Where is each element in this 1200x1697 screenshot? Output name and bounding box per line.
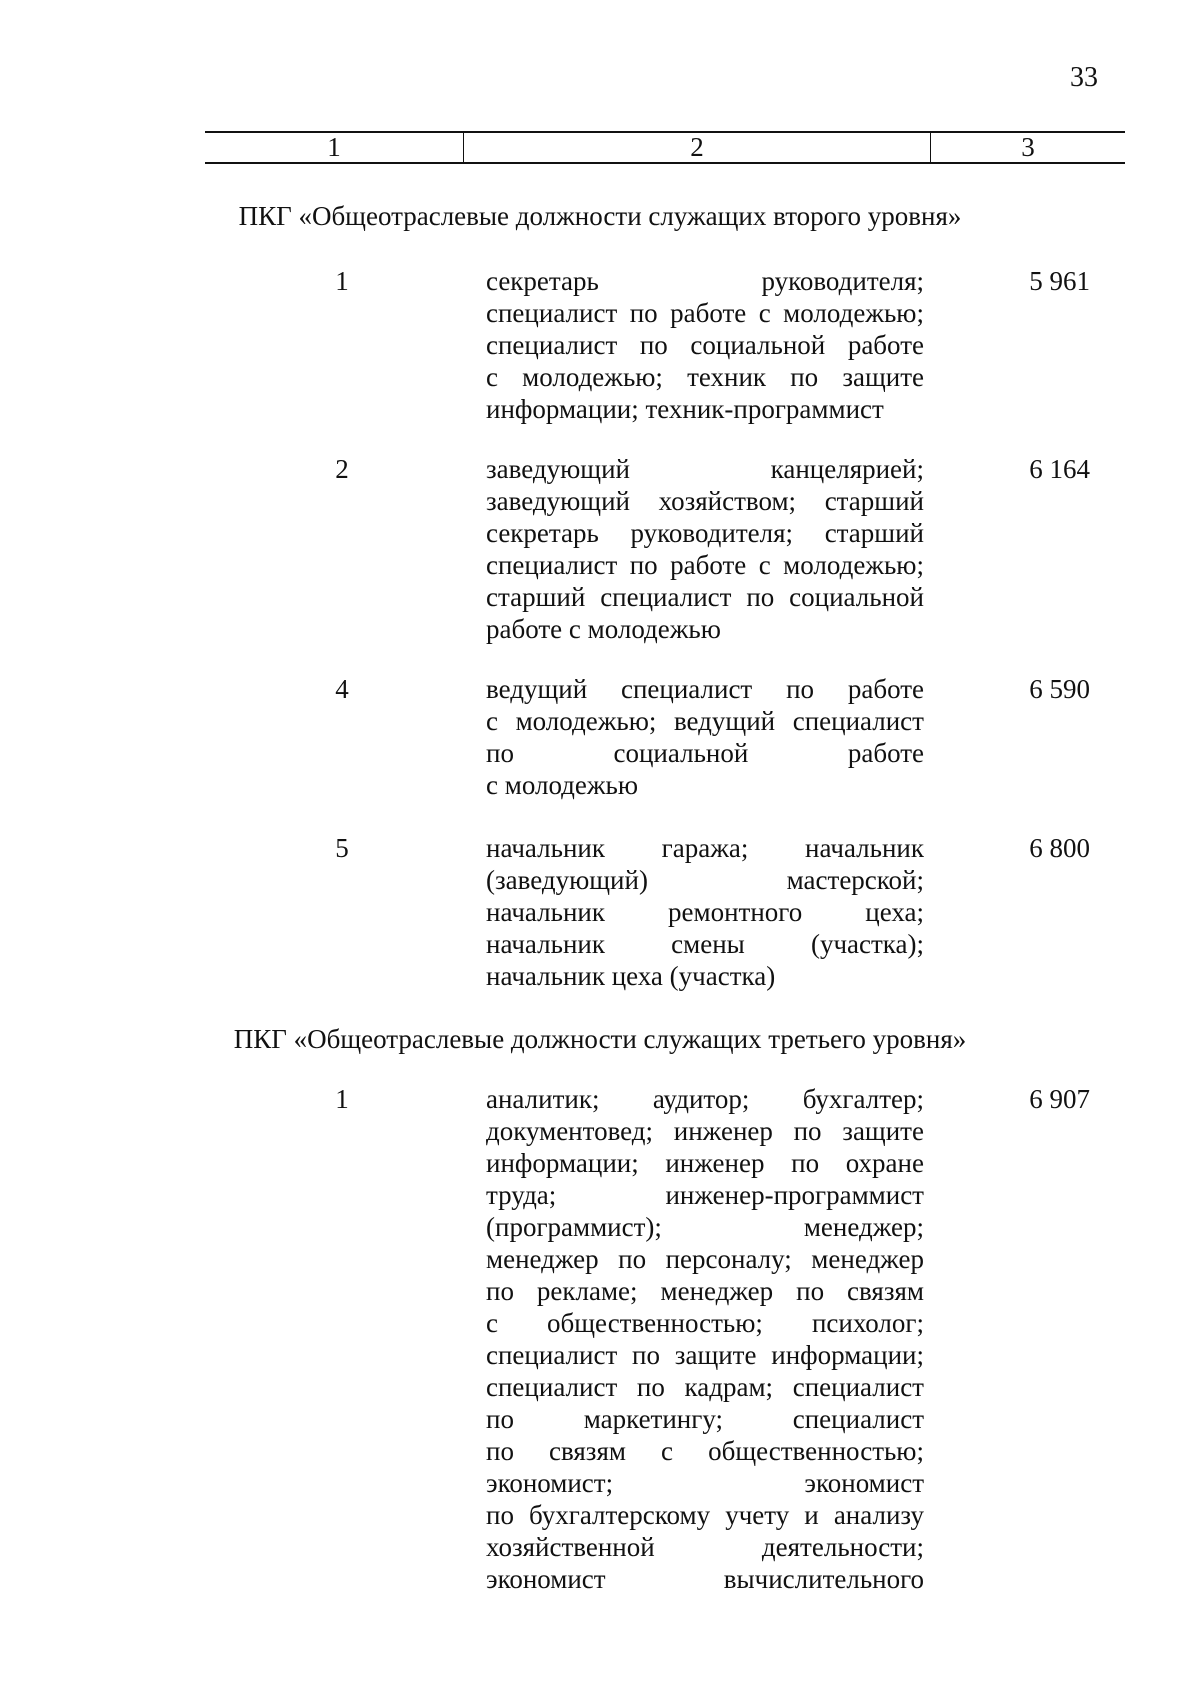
word: начальник [805, 833, 924, 863]
row-number: 1 [335, 1084, 349, 1114]
word: экономист; [486, 1468, 614, 1498]
word: вычислительного [723, 1564, 924, 1594]
word: с [758, 298, 771, 328]
word: по [793, 1116, 822, 1146]
word: с [486, 706, 498, 736]
word: по [486, 738, 514, 768]
word: экономист [804, 1468, 924, 1498]
row-value: 6 907 [1029, 1084, 1090, 1114]
word: с [486, 1308, 498, 1338]
word: труда; [486, 1180, 557, 1210]
word: защите [842, 362, 924, 392]
word: по [791, 1148, 820, 1178]
description-line [486, 1339, 924, 1371]
word: с [758, 550, 771, 580]
section-title: ПКГ «Общеотраслевые должности служащих второго уровня» [238, 201, 962, 231]
word: экономист [486, 1564, 606, 1594]
description-line [486, 265, 924, 297]
word: работе [847, 674, 924, 704]
row-description [486, 453, 924, 645]
row-description [486, 832, 924, 992]
word: бухгалтерскому [529, 1500, 711, 1530]
description-line [486, 453, 924, 485]
word: документовед; [486, 1116, 654, 1146]
word: секретарь [486, 266, 599, 296]
description-line [486, 832, 924, 864]
row-number: 1 [335, 266, 349, 296]
word: старший [824, 486, 924, 516]
word: общественностью; [547, 1308, 763, 1338]
word: старший [824, 518, 924, 548]
word: социальной [690, 330, 826, 360]
description-line [486, 1435, 924, 1467]
word: социальной [613, 738, 749, 768]
word: по [786, 674, 815, 704]
row-value: 6 590 [1029, 674, 1090, 704]
row-number: 2 [335, 454, 349, 484]
word: аналитик; [486, 1084, 600, 1114]
description-line: начальник цеха (участка) [486, 961, 776, 991]
description-line [486, 1563, 924, 1595]
description-line: информации; техник-программист [486, 394, 884, 424]
section-title: ПКГ «Общеотраслевые должности служащих третьего уровня» [233, 1024, 967, 1054]
word: рекламе; [536, 1276, 638, 1306]
word: ремонтного [668, 897, 803, 927]
description-line [486, 1499, 924, 1531]
word: руководителя; [761, 266, 924, 296]
word: специалист [792, 1372, 924, 1402]
word: цеха; [865, 897, 924, 927]
word: начальник [486, 897, 605, 927]
word: аудитор; [652, 1084, 750, 1114]
word: по [746, 582, 775, 612]
description-line [486, 549, 924, 581]
description-line [486, 864, 924, 896]
description-line [486, 737, 924, 769]
description-line [486, 1115, 924, 1147]
word: учету [725, 1500, 790, 1530]
word: хозяйственной [486, 1532, 655, 1562]
word: с [486, 362, 498, 392]
description-line [486, 1275, 924, 1307]
word: работе [847, 330, 924, 360]
word: защите [842, 1116, 924, 1146]
word: менеджер [486, 1244, 599, 1274]
word: техник [687, 362, 767, 392]
word: защите [674, 1340, 757, 1370]
word: канцелярией; [770, 454, 924, 484]
description-line [486, 1531, 924, 1563]
word: маркетингу; [583, 1404, 723, 1434]
word: работе [847, 738, 924, 768]
word: по [796, 1276, 825, 1306]
word: общественностью; [708, 1436, 924, 1466]
row-value: 6 800 [1029, 833, 1090, 863]
description-line [486, 517, 924, 549]
word: гаража; [661, 833, 749, 863]
word: ведущий [673, 706, 776, 736]
word: психолог; [811, 1308, 924, 1338]
word: инженер [665, 1148, 765, 1178]
word: по [486, 1276, 514, 1306]
word: с [661, 1436, 674, 1466]
word: молодежью; [515, 706, 657, 736]
description-line [486, 673, 924, 705]
word: бухгалтер; [802, 1084, 924, 1114]
row-description [486, 673, 924, 801]
column-3-header: 3 [1021, 132, 1035, 162]
row-number: 4 [335, 674, 349, 704]
word: (заведующий) [486, 865, 648, 895]
column-1-header: 1 [205, 133, 464, 162]
description-line: с молодежью [486, 770, 639, 800]
row-value: 6 164 [1029, 454, 1090, 484]
description-line [486, 329, 924, 361]
word: связям [549, 1436, 626, 1466]
word: информации; [486, 1148, 639, 1178]
word: связям [847, 1276, 924, 1306]
word: менеджер [811, 1244, 924, 1274]
description-line [486, 361, 924, 393]
word: специалист [486, 550, 618, 580]
word: по [632, 1340, 660, 1370]
description-line [486, 1147, 924, 1179]
word: работе [670, 550, 747, 580]
word: кадрам; [684, 1372, 774, 1402]
word: работе [670, 298, 747, 328]
word: молодежью; [522, 362, 663, 392]
word: социальной [789, 582, 924, 612]
word: по [618, 1244, 647, 1274]
description-line [486, 705, 924, 737]
description-line [486, 1211, 924, 1243]
word: хозяйством; [658, 486, 797, 516]
description-line [486, 581, 924, 613]
word: начальник [486, 929, 605, 959]
description-line [486, 1179, 924, 1211]
word: деятельности; [761, 1532, 924, 1562]
page-number: 33 [1070, 62, 1098, 93]
row-description [486, 1083, 924, 1595]
description-line [486, 485, 924, 517]
word: молодежью; [783, 550, 924, 580]
description-line [486, 1243, 924, 1275]
word: заведующий [486, 486, 630, 516]
word: и [804, 1500, 819, 1530]
word: по [486, 1404, 514, 1434]
word: инженер-программист [665, 1180, 924, 1210]
word: секретарь [486, 518, 599, 548]
word: информации; [771, 1340, 924, 1370]
word: начальник [486, 833, 605, 863]
table-column-header [205, 131, 1125, 164]
description-line [486, 1307, 924, 1339]
word: смены [671, 929, 745, 959]
word: по [636, 1372, 665, 1402]
word: по [639, 330, 668, 360]
description-line: работе с молодежью [486, 614, 721, 644]
word: специалист [486, 1372, 618, 1402]
column-2-header: 2 [464, 133, 931, 162]
description-line [486, 896, 924, 928]
word: мастерской; [786, 865, 924, 895]
word: руководителя; [630, 518, 794, 548]
word: заведующий [486, 454, 630, 484]
description-line [486, 928, 924, 960]
word: старший [486, 582, 586, 612]
word: специалист [620, 674, 753, 704]
description-line [486, 1403, 924, 1435]
word: по [629, 298, 658, 328]
description-line [486, 1467, 924, 1499]
word: (участка); [810, 929, 924, 959]
description-line [486, 1371, 924, 1403]
word: (программист); [486, 1212, 662, 1242]
word: менеджер; [803, 1212, 924, 1242]
word: по [486, 1500, 514, 1530]
word: по [790, 362, 819, 392]
word: по [486, 1436, 514, 1466]
word: охране [845, 1148, 924, 1178]
word: специалист [486, 298, 618, 328]
word: инженер [673, 1116, 773, 1146]
row-number: 5 [335, 833, 349, 863]
word: анализу [833, 1500, 924, 1530]
word: специалист [486, 330, 618, 360]
word: специалист [486, 1340, 618, 1370]
word: персоналу; [665, 1244, 792, 1274]
word: молодежью; [783, 298, 924, 328]
word: менеджер [660, 1276, 774, 1306]
description-line [486, 297, 924, 329]
word: специалист [600, 582, 732, 612]
word: ведущий [486, 674, 588, 704]
row-description [486, 265, 924, 425]
word: по [629, 550, 658, 580]
description-line [486, 1083, 924, 1115]
word: специалист [792, 1404, 924, 1434]
row-value: 5 961 [1029, 266, 1090, 296]
word: специалист [792, 706, 924, 736]
